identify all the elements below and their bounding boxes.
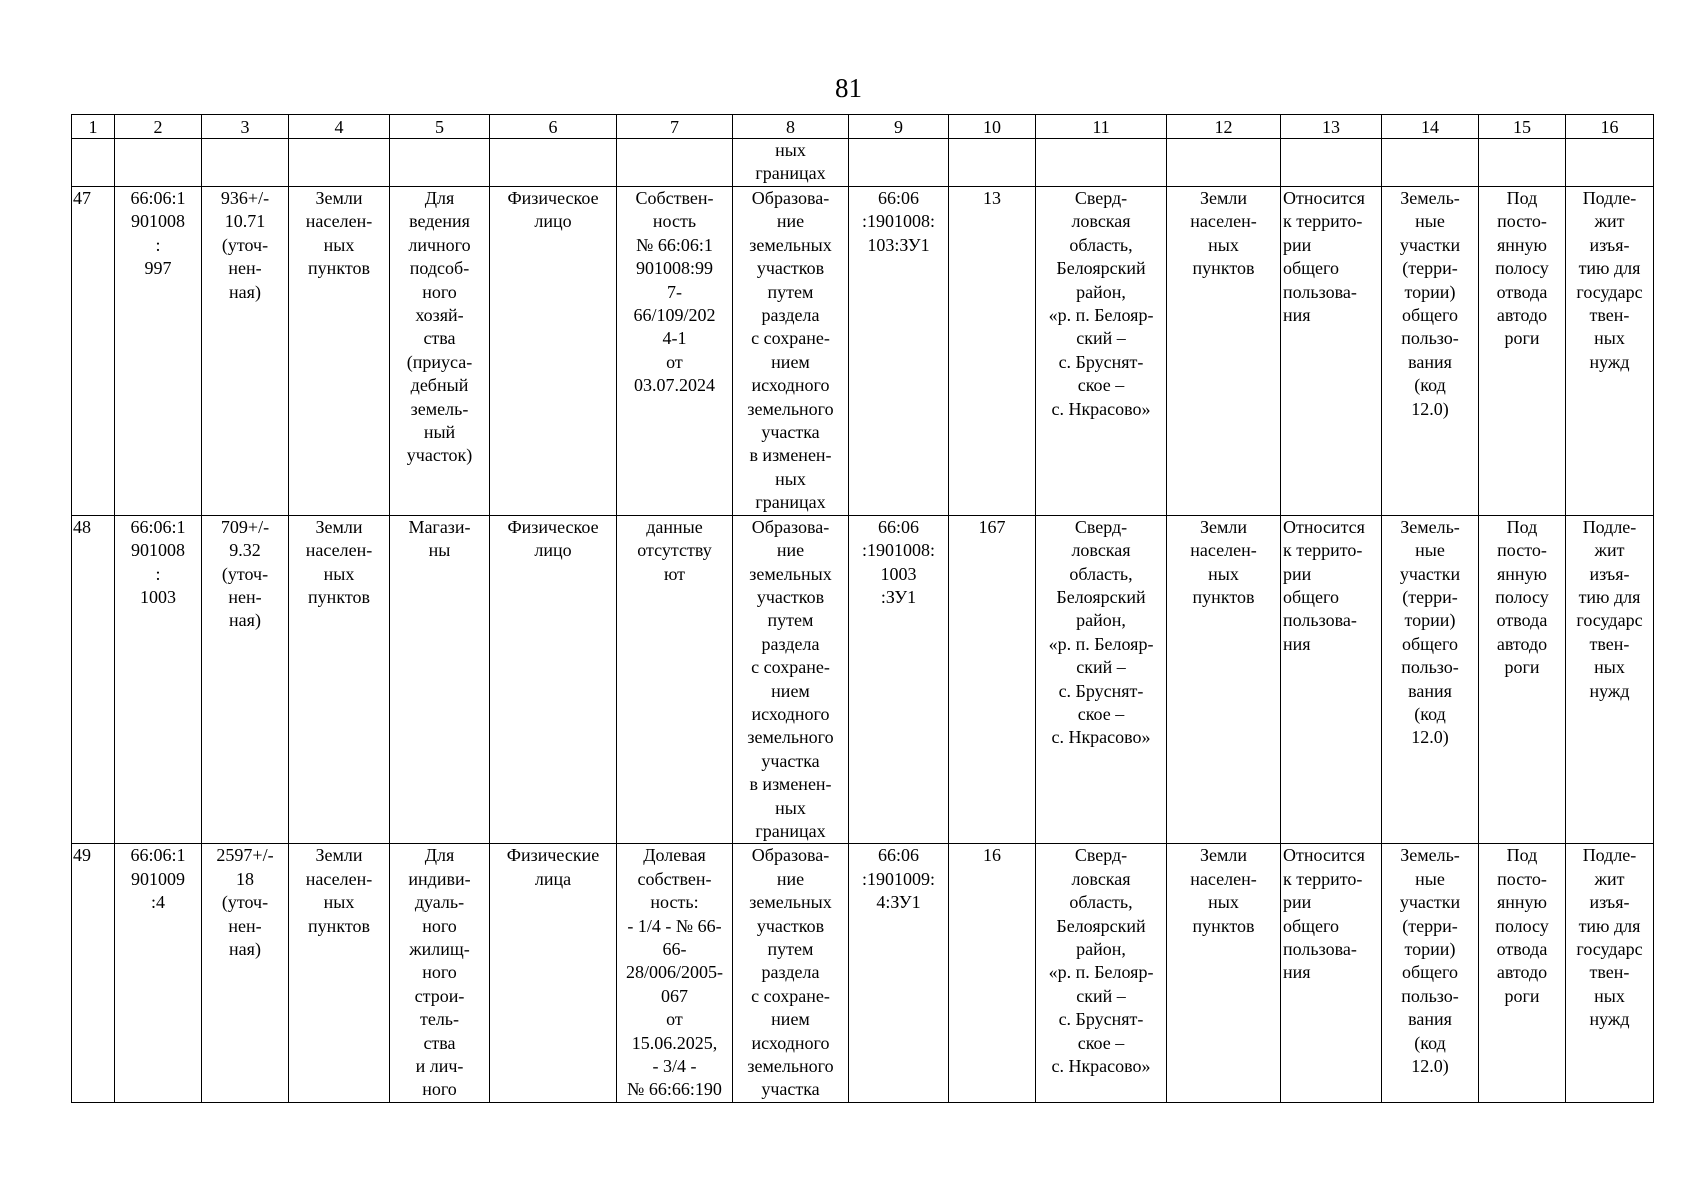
- continuation-cell: [1036, 139, 1167, 187]
- continuation-cell: [1167, 139, 1281, 187]
- column-header-1: 1: [72, 115, 115, 139]
- column-header-14: 14: [1382, 115, 1479, 139]
- table-cell-col-10: 167: [949, 515, 1036, 844]
- table-cell-col-5: Магази- ны: [390, 515, 490, 844]
- continuation-cell: [1281, 139, 1382, 187]
- continuation-cell: [115, 139, 202, 187]
- table-cell-col-12: Земли населен- ных пунктов: [1167, 187, 1281, 516]
- continuation-cell: ных границах: [733, 139, 849, 187]
- table-row: [72, 844, 1654, 1102]
- column-header-8: 8: [733, 115, 849, 139]
- table-cell-col-9: 66:06 :1901008: 103:ЗУ1: [849, 187, 949, 516]
- table-cell-col-4: Земли населен- ных пунктов: [289, 844, 390, 1102]
- table-row: [72, 515, 1654, 844]
- table-cell-col-3: 709+/- 9.32 (уточ- нен- ная): [202, 515, 289, 844]
- table-cell-col-11: Сверд- ловская область, Белоярский район, «р. п. Белояр- ский – с. Бруснят- ское – с. Нкрасово»: [1036, 515, 1167, 844]
- continuation-cell: [1566, 139, 1654, 187]
- continuation-cell: [289, 139, 390, 187]
- table-cell-col-6: Физическое лицо: [490, 187, 617, 516]
- table-cell-col-1: 48: [72, 515, 115, 844]
- table-cell-col-14: Земель- ные участки (терри- тории) общего пользо- вания (код 12.0): [1382, 515, 1479, 844]
- table-cell-col-6: Физические лица: [490, 844, 617, 1102]
- table-cell-col-15: Под посто- янную полосу отвода автодо роги: [1479, 515, 1566, 844]
- table-cell-col-2: 66:06:1 901008 : 997: [115, 187, 202, 516]
- table-cell-col-10: 16: [949, 844, 1036, 1102]
- continuation-row: [72, 139, 1654, 187]
- table-cell-col-13: Относится к террито- рии общего пользова- ния: [1281, 844, 1382, 1102]
- column-header-13: 13: [1281, 115, 1382, 139]
- column-header-11: 11: [1036, 115, 1167, 139]
- column-header-4: 4: [289, 115, 390, 139]
- table-cell-col-9: 66:06 :1901009: 4:ЗУ1: [849, 844, 949, 1102]
- continuation-cell: [849, 139, 949, 187]
- page-number: 81: [835, 73, 862, 103]
- table-cell-col-3: 936+/- 10.71 (уточ- нен- ная): [202, 187, 289, 516]
- table-cell-col-16: Подле- жит изъя- тию для государс твен- ных нужд: [1566, 187, 1654, 516]
- table-cell-col-6: Физическое лицо: [490, 515, 617, 844]
- table-cell-col-15: Под посто- янную полосу отвода автодо роги: [1479, 187, 1566, 516]
- column-header-6: 6: [490, 115, 617, 139]
- table-cell-col-1: 47: [72, 187, 115, 516]
- table-cell-col-14: Земель- ные участки (терри- тории) общего пользо- вания (код 12.0): [1382, 187, 1479, 516]
- table-cell-col-14: Земель- ные участки (терри- тории) общего пользо- вания (код 12.0): [1382, 844, 1479, 1102]
- column-header-9: 9: [849, 115, 949, 139]
- table-cell-col-16: Подле- жит изъя- тию для государс твен- ных нужд: [1566, 844, 1654, 1102]
- table-cell-col-13: Относится к террито- рии общего пользова- ния: [1281, 515, 1382, 844]
- table-cell-col-2: 66:06:1 901008 : 1003: [115, 515, 202, 844]
- column-header-3: 3: [202, 115, 289, 139]
- table-cell-col-13: Относится к террито- рии общего пользова- ния: [1281, 187, 1382, 516]
- table-cell-col-8: Образова- ние земельных участков путем раздела с сохране- нием исходного земельного участка в изменен- ных границах: [733, 187, 849, 516]
- continuation-cell: [949, 139, 1036, 187]
- table-cell-col-12: Земли населен- ных пунктов: [1167, 844, 1281, 1102]
- continuation-cell: [202, 139, 289, 187]
- table-header-row: [72, 115, 1654, 139]
- continuation-cell: [1382, 139, 1479, 187]
- continuation-cell: [617, 139, 733, 187]
- column-header-5: 5: [390, 115, 490, 139]
- table-cell-col-7: Собствен- ность № 66:06:1 901008:99 7- 66/109/202 4-1 от 03.07.2024: [617, 187, 733, 516]
- column-header-10: 10: [949, 115, 1036, 139]
- land-plots-table: [71, 114, 1654, 1103]
- table-cell-col-2: 66:06:1 901009 :4: [115, 844, 202, 1102]
- table-cell-col-7: Долевая собствен- ность: - 1/4 - № 66- 66- 28/006/2005- 067 от 15.06.2025, - 3/4 - № 66:66:190: [617, 844, 733, 1102]
- table-cell-col-5: Для индиви- дуаль- ного жилищ- ного строи- тель- ства и лич- ного: [390, 844, 490, 1102]
- table-cell-col-11: Сверд- ловская область, Белоярский район, «р. п. Белояр- ский – с. Бруснят- ское – с. Нкрасово»: [1036, 187, 1167, 516]
- table-cell-col-11: Сверд- ловская область, Белоярский район, «р. п. Белояр- ский – с. Бруснят- ское – с. Нкрасово»: [1036, 844, 1167, 1102]
- continuation-cell: [490, 139, 617, 187]
- table-cell-col-5: Для ведения личного подсоб- ного хозяй- ства (приуса- дебный земель- ный участок): [390, 187, 490, 516]
- column-header-7: 7: [617, 115, 733, 139]
- column-header-15: 15: [1479, 115, 1566, 139]
- table-cell-col-4: Земли населен- ных пунктов: [289, 187, 390, 516]
- table-cell-col-1: 49: [72, 844, 115, 1102]
- table-row: [72, 187, 1654, 516]
- table-cell-col-15: Под посто- янную полосу отвода автодо роги: [1479, 844, 1566, 1102]
- column-header-12: 12: [1167, 115, 1281, 139]
- column-header-16: 16: [1566, 115, 1654, 139]
- continuation-cell: [390, 139, 490, 187]
- table-cell-col-3: 2597+/- 18 (уточ- нен- ная): [202, 844, 289, 1102]
- table-cell-col-8: Образова- ние земельных участков путем раздела с сохране- нием исходного земельного участка в изменен- ных границах: [733, 515, 849, 844]
- table-cell-col-8: Образова- ние земельных участков путем раздела с сохране- нием исходного земельного участка: [733, 844, 849, 1102]
- continuation-cell: [72, 139, 115, 187]
- table-cell-col-10: 13: [949, 187, 1036, 516]
- continuation-cell: [1479, 139, 1566, 187]
- table-cell-col-12: Земли населен- ных пунктов: [1167, 515, 1281, 844]
- column-header-2: 2: [115, 115, 202, 139]
- table-cell-col-9: 66:06 :1901008: 1003 :ЗУ1: [849, 515, 949, 844]
- table-cell-col-16: Подле- жит изъя- тию для государс твен- ных нужд: [1566, 515, 1654, 844]
- table-cell-col-4: Земли населен- ных пунктов: [289, 515, 390, 844]
- table-cell-col-7: данные отсутству ют: [617, 515, 733, 844]
